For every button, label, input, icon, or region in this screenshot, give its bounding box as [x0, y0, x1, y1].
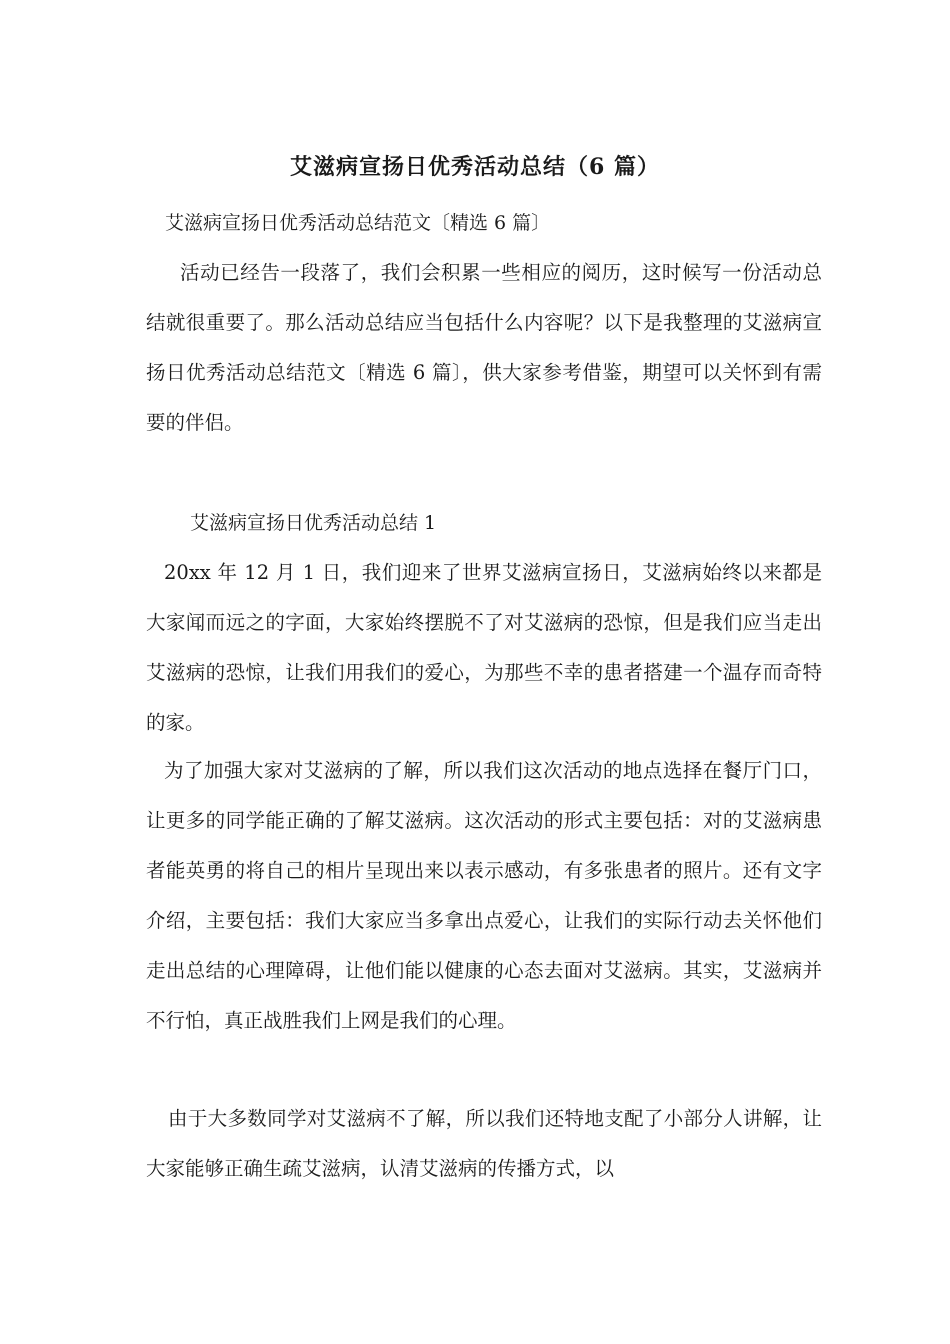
- section-heading: 艾滋病宣扬日优秀活动总结 1: [190, 512, 437, 534]
- intro-paragraph: 活动已经告一段落了，我们会积累一些相应的阅历，这时候写一份活动总结就很重要了。那么活动总结应当包括什么内容呢？以下是我整理的艾滋病宣扬日优秀活动总结范文〔精选 6 篇〕，供大家参考借鉴，期望可以关怀到有需要的伴侣。: [146, 261, 822, 434]
- body-paragraph: 为了加强大家对艾滋病的了解，所以我们这次活动的地点选择在餐厅门口，让更多的同学能正确的了解艾滋病。这次活动的形式主要包括：对的艾滋病患者能英勇的将自己的相片呈现出来以表示感动，有多张患者的照片。还有文字介绍，主要包括：我们大家应当多拿出点爱心，让我们的实际行动去关怀他们走出总结的心理障碍，让他们能以健康的心态去面对艾滋病。其实，艾滋病并不行怕，真正战胜我们上网是我们的心理。: [146, 759, 822, 1032]
- body-paragraph: 20xx 年 12 月 1 日，我们迎来了世界艾滋病宣扬日，艾滋病始终以来都是大家闻而远之的字面，大家始终摆脱不了对艾滋病的恐惊，但是我们应当走出艾滋病的恐惊，让我们用我们的爱心，为那些不幸的患者搭建一个温存而奇特的家。: [146, 561, 822, 734]
- document-subtitle: 艾滋病宣扬日优秀活动总结范文〔精选 6 篇〕: [165, 212, 551, 234]
- document-title: 艾滋病宣扬日优秀活动总结（6 篇）: [290, 154, 660, 180]
- body-paragraph: 由于大多数同学对艾滋病不了解，所以我们还特地支配了小部分人讲解，让大家能够正确生疏艾滋病，认清艾滋病的传播方式，以: [146, 1107, 822, 1180]
